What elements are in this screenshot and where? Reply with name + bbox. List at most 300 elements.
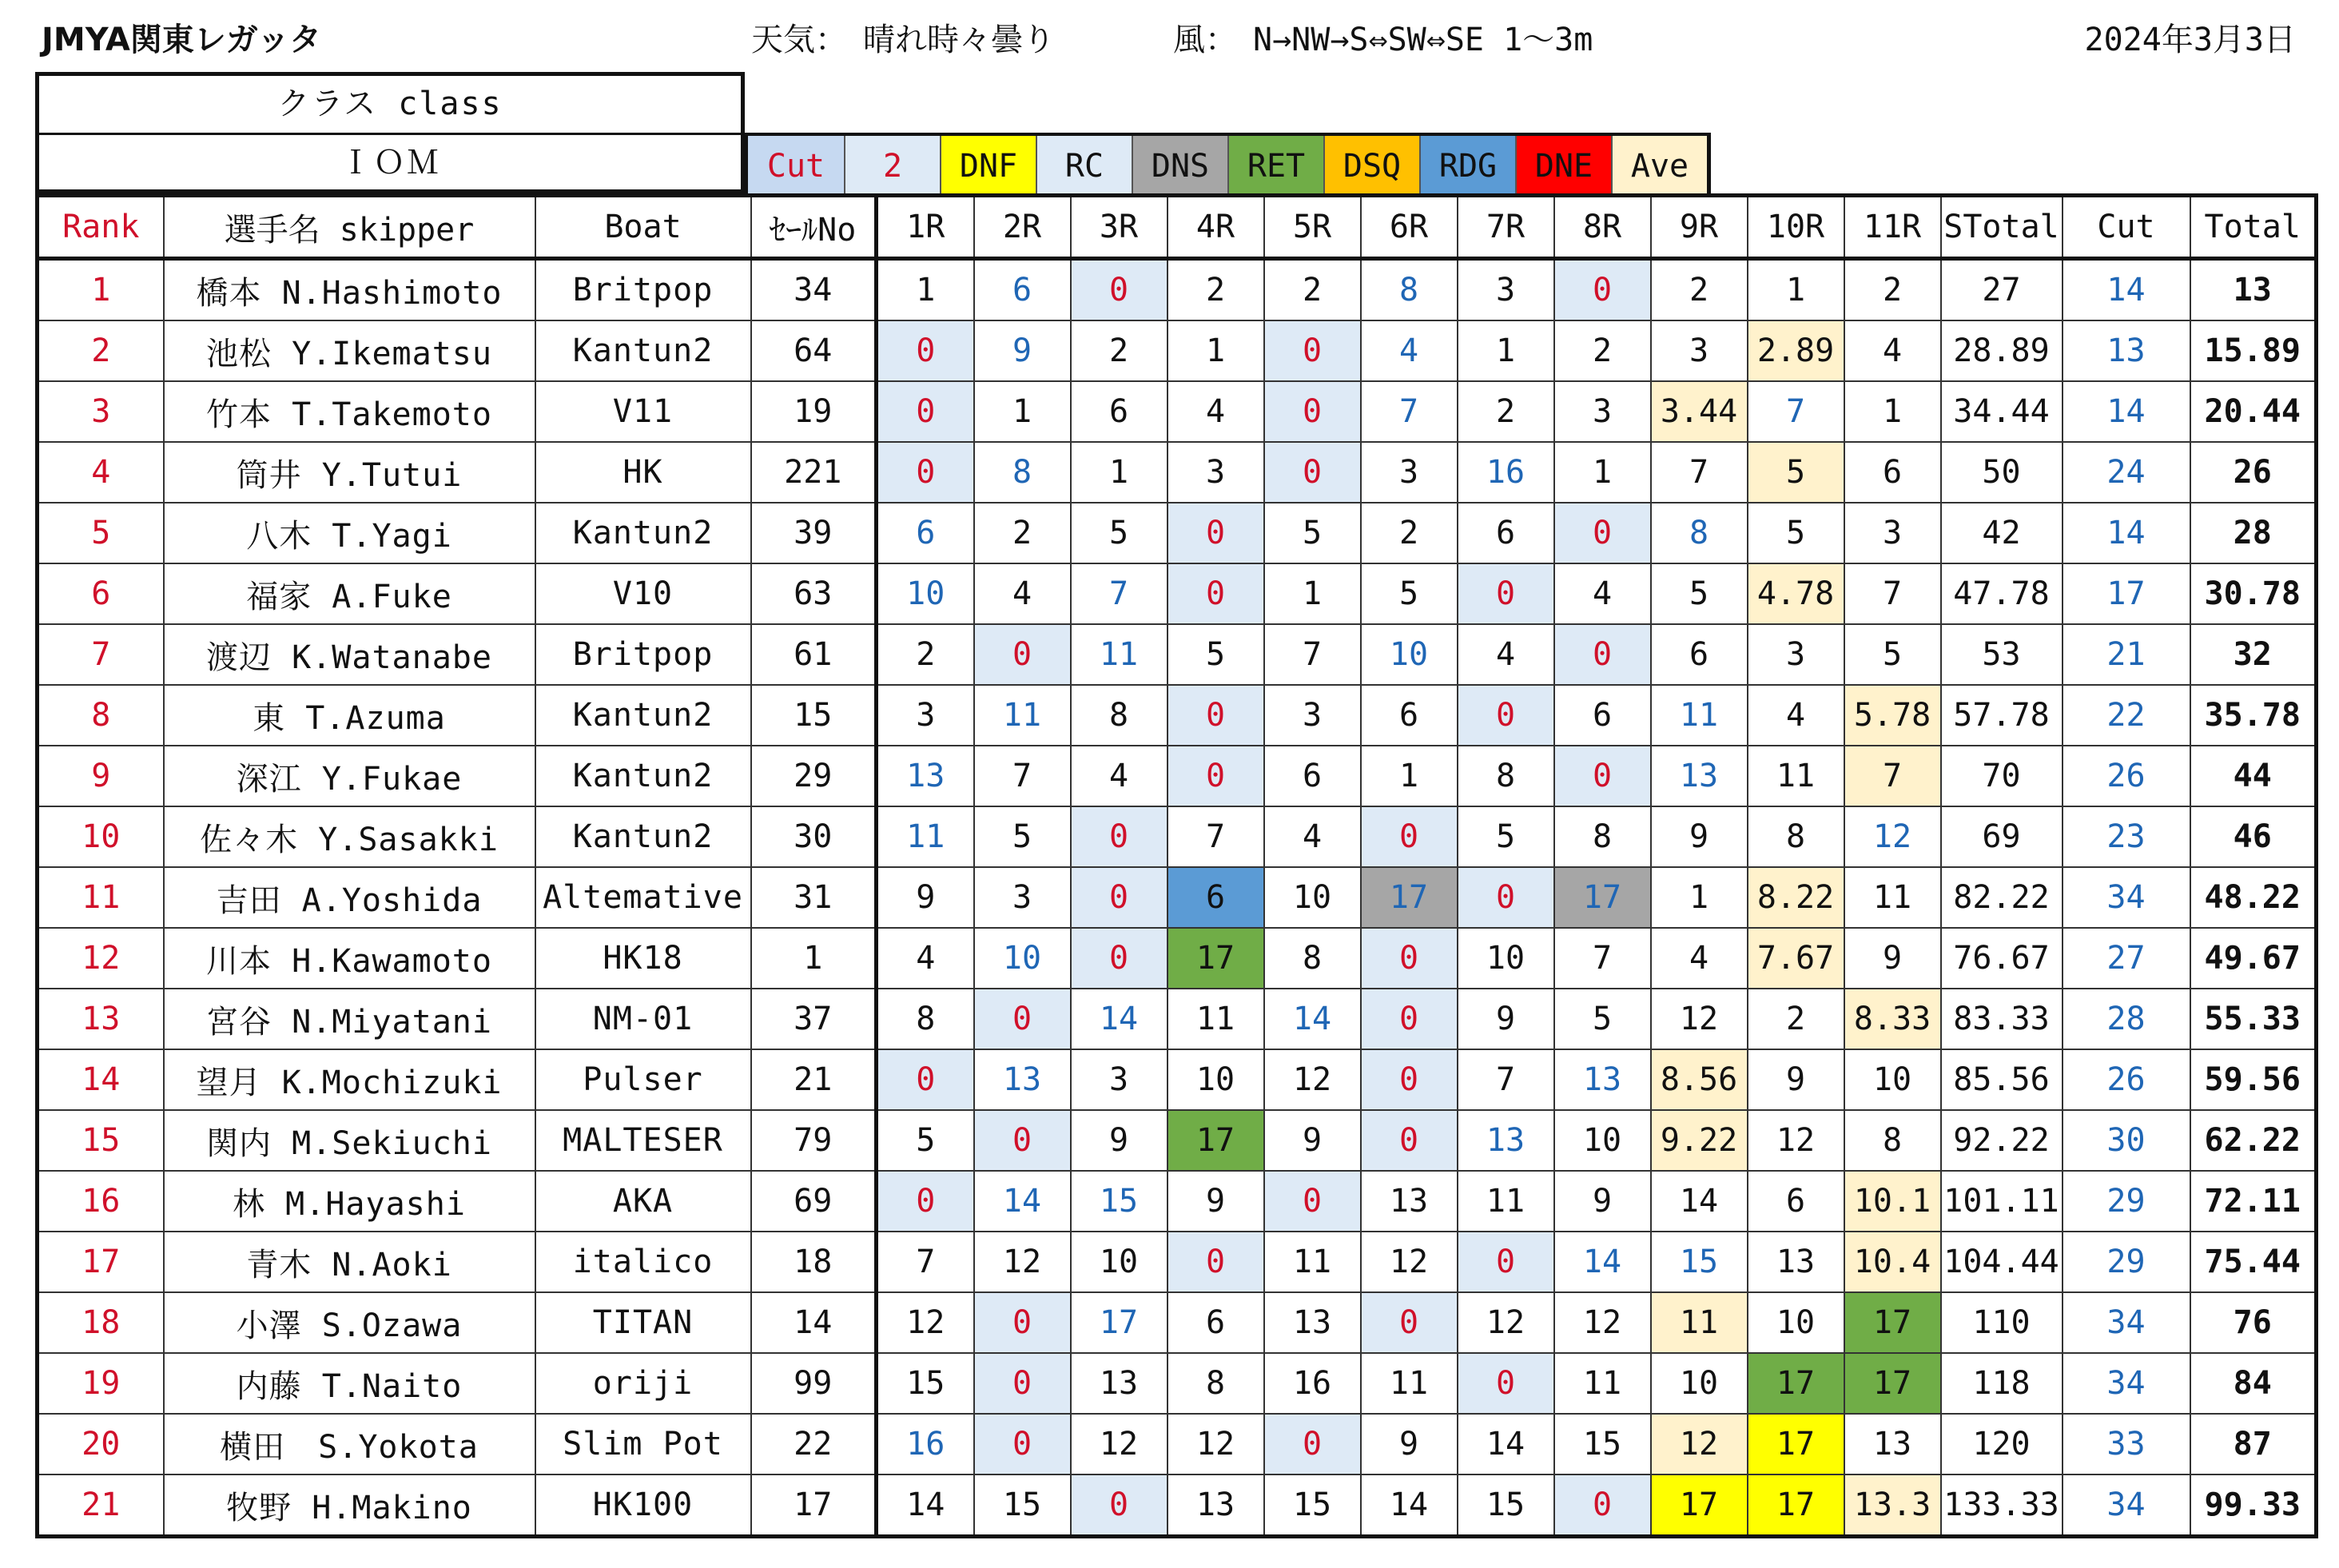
cut-cell: 34 xyxy=(2063,1474,2190,1537)
race-score-cell: 1 xyxy=(1844,381,1941,442)
race-score-cell: 5 xyxy=(1844,624,1941,685)
race-score-cell: 11 xyxy=(1071,624,1168,685)
race-score-cell: 9 xyxy=(974,320,1071,381)
race-score-cell: 3.44 xyxy=(1651,381,1748,442)
stotal-cell: 47.78 xyxy=(1941,563,2063,624)
race-score-cell: 3 xyxy=(1554,381,1651,442)
race-score-cell: 0 xyxy=(877,1049,974,1110)
table-row xyxy=(38,563,2317,624)
race-score-cell: 3 xyxy=(1071,1049,1168,1110)
race-score-cell: 4 xyxy=(1748,685,1844,746)
sail-number-cell: 39 xyxy=(751,503,877,563)
race-score-cell: 9 xyxy=(1458,989,1554,1049)
total-cell: 30.78 xyxy=(2190,563,2317,624)
wind-info: 風： N→NW→S⇔SW⇔SE 1～3m xyxy=(1173,22,1593,58)
boat-cell: V11 xyxy=(535,381,751,442)
column-header: 10R xyxy=(1748,196,1844,259)
race-score-cell: 12 xyxy=(1458,1292,1554,1353)
cut-cell: 14 xyxy=(2063,381,2190,442)
race-score-cell: 6 xyxy=(1071,381,1168,442)
total-cell: 13 xyxy=(2190,259,2317,321)
results-table xyxy=(35,193,2318,1538)
race-score-cell: 15 xyxy=(1264,1474,1361,1537)
boat-cell: HK xyxy=(535,442,751,503)
race-score-cell: 8.33 xyxy=(1844,989,1941,1049)
race-score-cell: 13 xyxy=(1748,1232,1844,1292)
race-score-cell: 12 xyxy=(1554,1292,1651,1353)
race-score-cell: 7 xyxy=(1651,442,1748,503)
stotal-cell: 82.22 xyxy=(1941,867,2063,928)
race-score-cell: 9 xyxy=(1748,1049,1844,1110)
race-score-cell: 1 xyxy=(1458,320,1554,381)
total-cell: 35.78 xyxy=(2190,685,2317,746)
race-score-cell: 2 xyxy=(1168,259,1264,321)
race-score-cell: 0 xyxy=(1361,1049,1458,1110)
race-score-cell: 11 xyxy=(1361,1353,1458,1414)
rank-cell: 13 xyxy=(38,989,164,1049)
total-cell: 32 xyxy=(2190,624,2317,685)
race-score-cell: 15 xyxy=(974,1474,1071,1537)
stotal-cell: 110 xyxy=(1941,1292,2063,1353)
race-score-cell: 13 xyxy=(1168,1474,1264,1537)
skipper-cell: 八木 T.Yagi xyxy=(164,503,535,563)
race-score-cell: 5 xyxy=(1361,563,1458,624)
race-score-cell: 14 xyxy=(1264,989,1361,1049)
rank-cell: 17 xyxy=(38,1232,164,1292)
race-score-cell: 0 xyxy=(1264,320,1361,381)
race-score-cell: 0 xyxy=(1554,1474,1651,1537)
column-header: 1R xyxy=(877,196,974,259)
race-score-cell: 5 xyxy=(1554,989,1651,1049)
legend-item-ave: Ave xyxy=(1611,136,1707,197)
race-score-cell: 5 xyxy=(974,806,1071,867)
table-row xyxy=(38,442,2317,503)
column-header: 3R xyxy=(1071,196,1168,259)
table-header-row xyxy=(38,196,2317,259)
total-cell: 49.67 xyxy=(2190,928,2317,989)
total-cell: 84 xyxy=(2190,1353,2317,1414)
race-score-cell: 0 xyxy=(1458,867,1554,928)
race-score-cell: 8 xyxy=(1361,259,1458,321)
race-score-cell: 6 xyxy=(1264,746,1361,806)
race-score-cell: 11 xyxy=(1458,1171,1554,1232)
table-row xyxy=(38,1474,2317,1537)
race-score-cell: 11 xyxy=(877,806,974,867)
race-score-cell: 10 xyxy=(1651,1353,1748,1414)
race-score-cell: 6 xyxy=(1168,1292,1264,1353)
race-score-cell: 17 xyxy=(1361,867,1458,928)
race-score-cell: 14 xyxy=(974,1171,1071,1232)
race-score-cell: 5 xyxy=(1071,503,1168,563)
class-label: クラス class xyxy=(277,86,503,122)
race-score-cell: 17 xyxy=(1554,867,1651,928)
sail-number-cell: 14 xyxy=(751,1292,877,1353)
race-score-cell: 0 xyxy=(877,1171,974,1232)
race-score-cell: 0 xyxy=(1264,1171,1361,1232)
race-score-cell: 1 xyxy=(1651,867,1748,928)
race-score-cell: 13 xyxy=(1554,1049,1651,1110)
table-row xyxy=(38,685,2317,746)
stotal-cell: 42 xyxy=(1941,503,2063,563)
skipper-cell: 渡辺 K.Watanabe xyxy=(164,624,535,685)
race-score-cell: 9 xyxy=(1554,1171,1651,1232)
cut-cell: 21 xyxy=(2063,624,2190,685)
legend-item-dns: DNS xyxy=(1132,136,1227,197)
race-score-cell: 2 xyxy=(1554,320,1651,381)
skipper-cell: 吉田 A.Yoshida xyxy=(164,867,535,928)
race-score-cell: 0 xyxy=(1554,503,1651,563)
cut-cell: 22 xyxy=(2063,685,2190,746)
boat-cell: Kantun2 xyxy=(535,503,751,563)
stotal-cell: 69 xyxy=(1941,806,2063,867)
rank-cell: 15 xyxy=(38,1110,164,1171)
race-score-cell: 6 xyxy=(1748,1171,1844,1232)
sail-number-cell: 17 xyxy=(751,1474,877,1537)
rank-cell: 21 xyxy=(38,1474,164,1537)
column-header: 6R xyxy=(1361,196,1458,259)
race-score-cell: 13 xyxy=(877,746,974,806)
race-score-cell: 12 xyxy=(877,1292,974,1353)
race-score-cell: 10 xyxy=(1361,624,1458,685)
sail-number-cell: 69 xyxy=(751,1171,877,1232)
legend-item-dne: DNE xyxy=(1515,136,1611,197)
rank-cell: 19 xyxy=(38,1353,164,1414)
cut-cell: 14 xyxy=(2063,259,2190,321)
stotal-cell: 34.44 xyxy=(1941,381,2063,442)
race-score-cell: 0 xyxy=(974,1292,1071,1353)
race-score-cell: 15 xyxy=(1458,1474,1554,1537)
boat-cell: Pulser xyxy=(535,1049,751,1110)
race-score-cell: 3 xyxy=(1361,442,1458,503)
total-cell: 48.22 xyxy=(2190,867,2317,928)
race-score-cell: 8.56 xyxy=(1651,1049,1748,1110)
race-score-cell: 1 xyxy=(1748,259,1844,321)
race-score-cell: 12 xyxy=(1651,1414,1748,1474)
race-score-cell: 14 xyxy=(1071,989,1168,1049)
column-header: 2R xyxy=(974,196,1071,259)
race-score-cell: 12 xyxy=(1264,1049,1361,1110)
table-row xyxy=(38,867,2317,928)
race-score-cell: 10 xyxy=(1748,1292,1844,1353)
race-score-cell: 5 xyxy=(1651,563,1748,624)
race-score-cell: 9 xyxy=(1168,1171,1264,1232)
stotal-cell: 70 xyxy=(1941,746,2063,806)
race-score-cell: 8 xyxy=(974,442,1071,503)
race-score-cell: 8.22 xyxy=(1748,867,1844,928)
race-score-cell: 0 xyxy=(1168,503,1264,563)
sail-number-cell: 34 xyxy=(751,259,877,321)
race-score-cell: 6 xyxy=(1168,867,1264,928)
table-row xyxy=(38,928,2317,989)
skipper-cell: 佐々木 Y.Sasakki xyxy=(164,806,535,867)
race-score-cell: 1 xyxy=(1554,442,1651,503)
table-row xyxy=(38,746,2317,806)
skipper-cell: 関内 M.Sekiuchi xyxy=(164,1110,535,1171)
race-score-cell: 3 xyxy=(1651,320,1748,381)
race-score-cell: 17 xyxy=(1071,1292,1168,1353)
total-cell: 44 xyxy=(2190,746,2317,806)
sail-number-cell: 99 xyxy=(751,1353,877,1414)
race-score-cell: 13 xyxy=(1651,746,1748,806)
column-header: 8R xyxy=(1554,196,1651,259)
race-score-cell: 5 xyxy=(1748,503,1844,563)
status-legend xyxy=(745,133,1711,193)
stotal-cell: 53 xyxy=(1941,624,2063,685)
race-score-cell: 5.78 xyxy=(1844,685,1941,746)
race-score-cell: 12 xyxy=(1651,989,1748,1049)
race-score-cell: 8 xyxy=(1458,746,1554,806)
race-score-cell: 15 xyxy=(877,1353,974,1414)
column-header: Boat xyxy=(535,196,751,259)
race-score-cell: 0 xyxy=(1071,806,1168,867)
column-header: 5R xyxy=(1264,196,1361,259)
total-cell: 20.44 xyxy=(2190,381,2317,442)
total-cell: 55.33 xyxy=(2190,989,2317,1049)
skipper-cell: 東 T.Azuma xyxy=(164,685,535,746)
race-score-cell: 6 xyxy=(1554,685,1651,746)
race-score-cell: 0 xyxy=(1458,1353,1554,1414)
race-score-cell: 14 xyxy=(1651,1171,1748,1232)
rank-cell: 11 xyxy=(38,867,164,928)
rank-cell: 5 xyxy=(38,503,164,563)
race-score-cell: 5 xyxy=(1458,806,1554,867)
table-row xyxy=(38,503,2317,563)
race-score-cell: 2 xyxy=(877,624,974,685)
boat-cell: Kantun2 xyxy=(535,320,751,381)
race-score-cell: 13 xyxy=(974,1049,1071,1110)
race-score-cell: 12 xyxy=(1168,1414,1264,1474)
race-score-cell: 5 xyxy=(1168,624,1264,685)
table-row xyxy=(38,320,2317,381)
stotal-cell: 118 xyxy=(1941,1353,2063,1414)
race-score-cell: 12 xyxy=(1748,1110,1844,1171)
race-score-cell: 10.4 xyxy=(1844,1232,1941,1292)
race-score-cell: 14 xyxy=(1458,1414,1554,1474)
table-row xyxy=(38,1110,2317,1171)
race-score-cell: 8 xyxy=(1264,928,1361,989)
boat-cell: V10 xyxy=(535,563,751,624)
race-score-cell: 16 xyxy=(1458,442,1554,503)
total-cell: 99.33 xyxy=(2190,1474,2317,1537)
skipper-cell: 小澤 S.Ozawa xyxy=(164,1292,535,1353)
race-score-cell: 0 xyxy=(974,989,1071,1049)
race-score-cell: 12 xyxy=(1844,806,1941,867)
skipper-cell: 林 M.Hayashi xyxy=(164,1171,535,1232)
race-score-cell: 10 xyxy=(974,928,1071,989)
race-score-cell: 13.3 xyxy=(1844,1474,1941,1537)
rank-cell: 4 xyxy=(38,442,164,503)
event-date: 2024年3月3日 xyxy=(2084,22,2296,58)
boat-cell: Kantun2 xyxy=(535,746,751,806)
race-score-cell: 2 xyxy=(1651,259,1748,321)
legend-item-rdg: RDG xyxy=(1419,136,1515,197)
race-score-cell: 4 xyxy=(1361,320,1458,381)
skipper-cell: 筒井 Y.Tutui xyxy=(164,442,535,503)
boat-cell: NM-01 xyxy=(535,989,751,1049)
race-score-cell: 17 xyxy=(1168,1110,1264,1171)
stotal-cell: 50 xyxy=(1941,442,2063,503)
race-score-cell: 7 xyxy=(1071,563,1168,624)
race-score-cell: 2 xyxy=(1264,259,1361,321)
stotal-cell: 101.11 xyxy=(1941,1171,2063,1232)
stotal-cell: 27 xyxy=(1941,259,2063,321)
race-score-cell: 13 xyxy=(1071,1353,1168,1414)
total-cell: 62.22 xyxy=(2190,1110,2317,1171)
total-cell: 15.89 xyxy=(2190,320,2317,381)
race-score-cell: 0 xyxy=(974,1110,1071,1171)
race-score-cell: 1 xyxy=(1071,442,1168,503)
rank-cell: 9 xyxy=(38,746,164,806)
stotal-cell: 57.78 xyxy=(1941,685,2063,746)
race-score-cell: 14 xyxy=(1361,1474,1458,1537)
boat-cell: Britpop xyxy=(535,259,751,321)
table-row xyxy=(38,989,2317,1049)
cut-cell: 13 xyxy=(2063,320,2190,381)
legend-item-rc: RC xyxy=(1036,136,1132,197)
total-cell: 87 xyxy=(2190,1414,2317,1474)
skipper-cell: 牧野 H.Makino xyxy=(164,1474,535,1537)
total-cell: 26 xyxy=(2190,442,2317,503)
total-cell: 72.11 xyxy=(2190,1171,2317,1232)
rank-cell: 3 xyxy=(38,381,164,442)
race-score-cell: 0 xyxy=(1071,867,1168,928)
total-cell: 46 xyxy=(2190,806,2317,867)
race-score-cell: 0 xyxy=(1071,1474,1168,1537)
table-row xyxy=(38,806,2317,867)
race-score-cell: 0 xyxy=(1458,685,1554,746)
race-score-cell: 6 xyxy=(1844,442,1941,503)
race-score-cell: 8 xyxy=(1844,1110,1941,1171)
race-score-cell: 17 xyxy=(1168,928,1264,989)
table-row xyxy=(38,1049,2317,1110)
table-row xyxy=(38,1292,2317,1353)
rank-cell: 18 xyxy=(38,1292,164,1353)
stotal-cell: 120 xyxy=(1941,1414,2063,1474)
race-score-cell: 13 xyxy=(1458,1110,1554,1171)
race-score-cell: 0 xyxy=(1361,806,1458,867)
race-score-cell: 6 xyxy=(877,503,974,563)
boat-cell: oriji xyxy=(535,1353,751,1414)
race-score-cell: 12 xyxy=(1071,1414,1168,1474)
race-score-cell: 1 xyxy=(877,259,974,321)
race-score-cell: 4 xyxy=(877,928,974,989)
stotal-cell: 76.67 xyxy=(1941,928,2063,989)
column-header: 9R xyxy=(1651,196,1748,259)
column-header: 4R xyxy=(1168,196,1264,259)
table-body xyxy=(38,259,2317,1537)
rank-cell: 7 xyxy=(38,624,164,685)
race-score-cell: 10 xyxy=(1264,867,1361,928)
table-row xyxy=(38,1353,2317,1414)
race-score-cell: 3 xyxy=(1264,685,1361,746)
race-score-cell: 7.67 xyxy=(1748,928,1844,989)
sail-number-cell: 31 xyxy=(751,867,877,928)
sail-number-cell: 61 xyxy=(751,624,877,685)
cut-cell: 17 xyxy=(2063,563,2190,624)
skipper-cell: 福家 A.Fuke xyxy=(164,563,535,624)
race-score-cell: 0 xyxy=(974,624,1071,685)
race-score-cell: 6 xyxy=(1361,685,1458,746)
race-score-cell: 0 xyxy=(1458,1232,1554,1292)
race-score-cell: 0 xyxy=(877,442,974,503)
total-cell: 59.56 xyxy=(2190,1049,2317,1110)
boat-cell: HK18 xyxy=(535,928,751,989)
cut-cell: 23 xyxy=(2063,806,2190,867)
race-score-cell: 11 xyxy=(1554,1353,1651,1414)
weather-info: 天気： 晴れ時々曇り xyxy=(751,22,1055,58)
race-score-cell: 2.89 xyxy=(1748,320,1844,381)
skipper-cell: 横田 S.Yokota xyxy=(164,1414,535,1474)
race-score-cell: 9 xyxy=(1264,1110,1361,1171)
race-score-cell: 15 xyxy=(1071,1171,1168,1232)
cut-cell: 34 xyxy=(2063,867,2190,928)
boat-cell: Kantun2 xyxy=(535,685,751,746)
race-score-cell: 0 xyxy=(1458,563,1554,624)
race-score-cell: 0 xyxy=(1554,259,1651,321)
legend-item-2: 2 xyxy=(844,136,940,197)
race-score-cell: 4 xyxy=(1554,563,1651,624)
race-score-cell: 6 xyxy=(1651,624,1748,685)
race-score-cell: 12 xyxy=(1361,1232,1458,1292)
cut-cell: 14 xyxy=(2063,503,2190,563)
rank-cell: 2 xyxy=(38,320,164,381)
sail-number-cell: 22 xyxy=(751,1414,877,1474)
stotal-cell: 92.22 xyxy=(1941,1110,2063,1171)
stotal-cell: 85.56 xyxy=(1941,1049,2063,1110)
race-score-cell: 9 xyxy=(1361,1414,1458,1474)
cut-cell: 26 xyxy=(2063,1049,2190,1110)
race-score-cell: 7 xyxy=(1264,624,1361,685)
sail-number-cell: 18 xyxy=(751,1232,877,1292)
legend-item-dsq: DSQ xyxy=(1323,136,1419,197)
race-score-cell: 0 xyxy=(974,1353,1071,1414)
race-score-cell: 2 xyxy=(974,503,1071,563)
legend-item-cut: Cut xyxy=(748,136,844,197)
skipper-cell: 池松 Y.Ikematsu xyxy=(164,320,535,381)
race-score-cell: 0 xyxy=(1554,746,1651,806)
race-score-cell: 7 xyxy=(1844,563,1941,624)
skipper-cell: 竹本 T.Takemoto xyxy=(164,381,535,442)
race-score-cell: 0 xyxy=(1264,1414,1361,1474)
race-score-cell: 11 xyxy=(974,685,1071,746)
race-score-cell: 0 xyxy=(1361,989,1458,1049)
race-score-cell: 17 xyxy=(1748,1414,1844,1474)
race-score-cell: 10 xyxy=(1554,1110,1651,1171)
race-score-cell: 15 xyxy=(1651,1232,1748,1292)
race-score-cell: 4 xyxy=(974,563,1071,624)
race-score-cell: 4 xyxy=(1651,928,1748,989)
race-score-cell: 16 xyxy=(1264,1353,1361,1414)
table-row xyxy=(38,1414,2317,1474)
race-score-cell: 8 xyxy=(1554,806,1651,867)
column-header: 選手名 skipper xyxy=(164,196,535,259)
rank-cell: 10 xyxy=(38,806,164,867)
race-score-cell: 13 xyxy=(1361,1171,1458,1232)
race-score-cell: 5 xyxy=(1264,503,1361,563)
stotal-cell: 104.44 xyxy=(1941,1232,2063,1292)
table-row xyxy=(38,381,2317,442)
race-score-cell: 0 xyxy=(1361,1110,1458,1171)
race-score-cell: 0 xyxy=(1264,442,1361,503)
column-header: Cut xyxy=(2063,196,2190,259)
rank-cell: 1 xyxy=(38,259,164,321)
race-score-cell: 15 xyxy=(1554,1414,1651,1474)
sail-number-cell: 64 xyxy=(751,320,877,381)
table-row xyxy=(38,1171,2317,1232)
boat-cell: Slim Pot xyxy=(535,1414,751,1474)
race-score-cell: 4.78 xyxy=(1748,563,1844,624)
race-score-cell: 7 xyxy=(1844,746,1941,806)
